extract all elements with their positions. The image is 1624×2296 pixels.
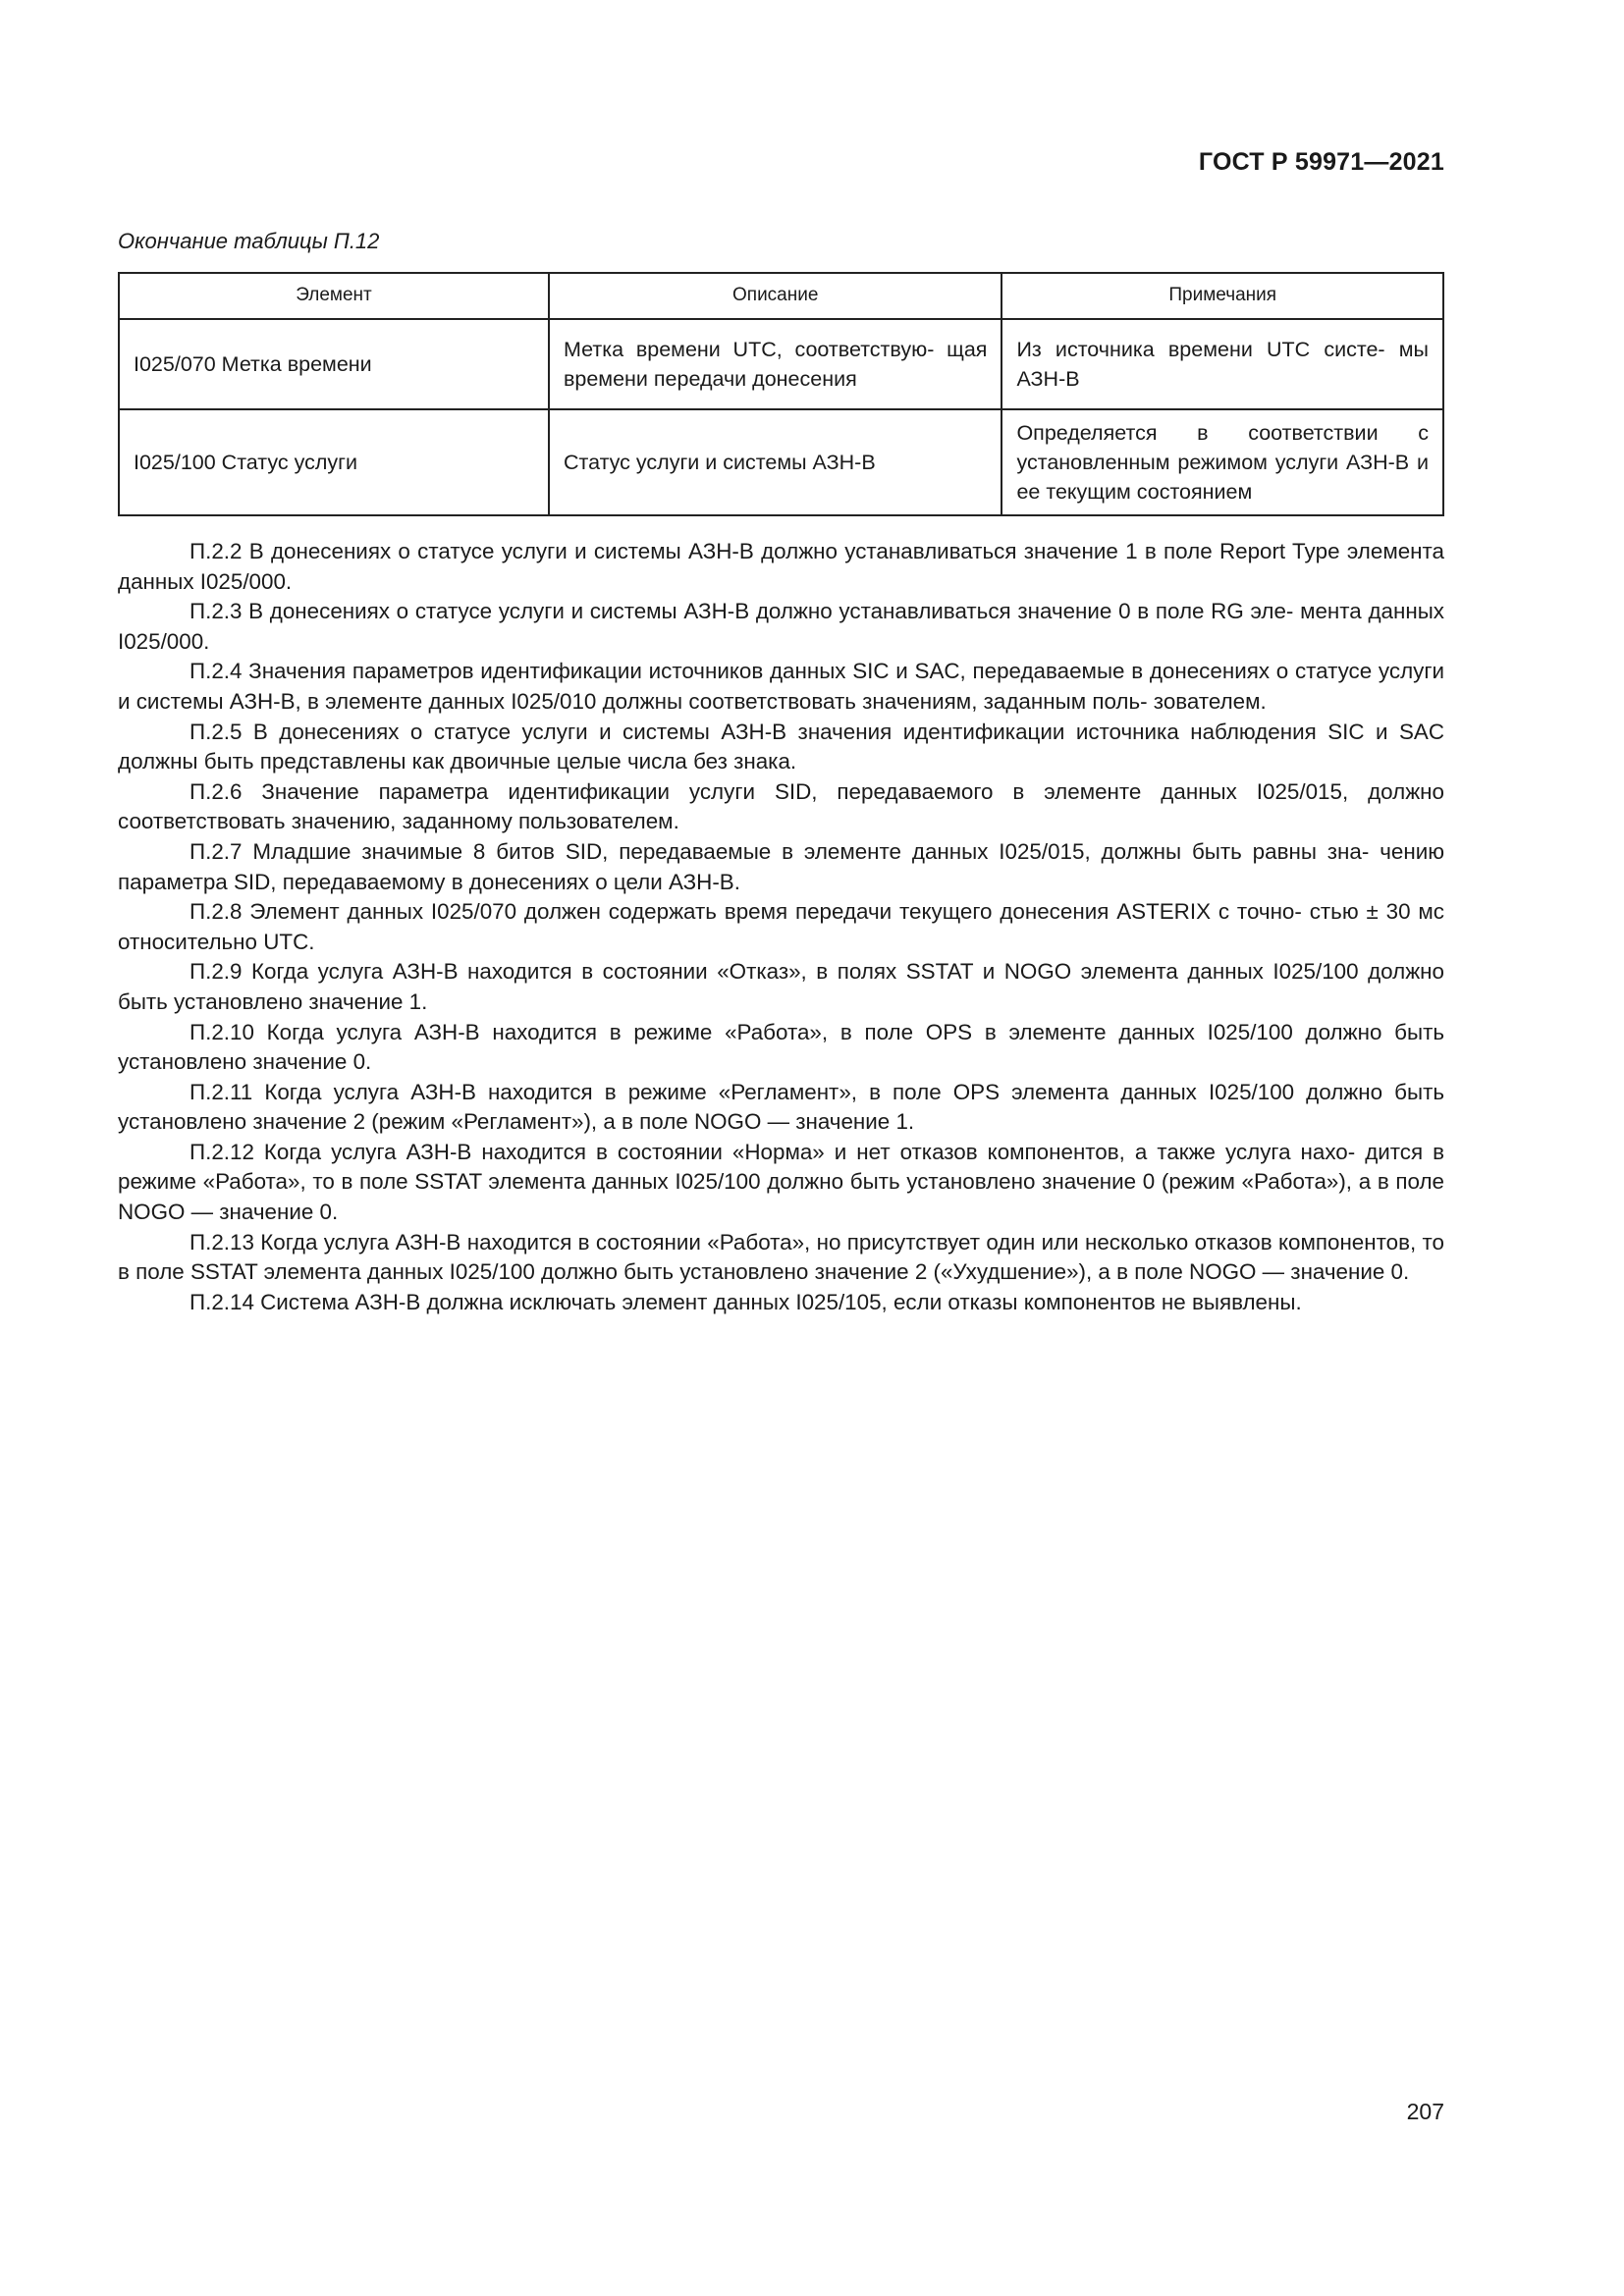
paragraph: П.2.8 Элемент данных I025/070 должен содержать время передачи текущего донесения ASTERIX с точно- стью ± 30 мс относительно UTC.	[118, 899, 1444, 954]
cell-element: I025/070 Метка времени	[119, 319, 549, 409]
paragraph: П.2.11 Когда услуга АЗН-В находится в режиме «Регламент», в поле OPS элемента данных I025/100 должно быть установлено значение 2 (режим «Регламент»), а в поле NOGO — значение 1.	[118, 1079, 1444, 1135]
cell-description: Метка времени UTC, соответствую- щая времени передачи донесения	[549, 319, 1001, 409]
paragraph: П.2.10 Когда услуга АЗН-В находится в режиме «Работа», в поле OPS в элементе данных I025/100 должно быть установлено значение 0.	[118, 1019, 1444, 1075]
cell-notes: Из источника времени UTC систе- мы АЗН-В	[1001, 319, 1443, 409]
column-header-description: Описание	[549, 273, 1001, 319]
paragraph: П.2.5 В донесениях о статусе услуги и системы АЗН-В значения идентификации источника наблюдения SIC и SAC должны быть представлены как двоичные целые числа без знака.	[118, 719, 1444, 774]
cell-notes: Определяется в соответствии с установленным режимом услуги АЗН-В и ее текущим состоянием	[1001, 409, 1443, 515]
body-text	[118, 537, 1444, 1317]
standard-number: ГОСТ Р 59971—2021	[1198, 148, 1444, 176]
cell-description: Статус услуги и системы АЗН-В	[549, 409, 1001, 515]
paragraph: П.2.6 Значение параметра идентификации услуги SID, передаваемого в элементе данных I025/015, должно соответствовать значению, заданному пользователем.	[118, 778, 1444, 834]
spec-table	[118, 272, 1444, 516]
table-row	[119, 319, 1443, 409]
table-caption: Окончание таблицы П.12	[118, 229, 380, 253]
paragraph: П.2.7 Младшие значимые 8 битов SID, передаваемые в элементе данных I025/015, должны быть равны зна- чению параметра SID, передаваемому в донесениях о цели АЗН-В.	[118, 838, 1444, 894]
cell-element: I025/100 Статус услуги	[119, 409, 549, 515]
paragraph: П.2.9 Когда услуга АЗН-В находится в состоянии «Отказ», в полях SSTAT и NOGO элемента данных I025/100 должно быть установлено значение 1.	[118, 959, 1444, 1014]
paragraph: П.2.13 Когда услуга АЗН-В находится в состоянии «Работа», но присутствует один или несколько отказов компонентов, то в поле SSTAT элемента данных I025/100 должно быть установлено значение 2 («Ухудшение»), а в поле NOGO — значение 0.	[118, 1229, 1444, 1285]
table-row	[119, 409, 1443, 515]
paragraph: П.2.4 Значения параметров идентификации источников данных SIC и SAC, передаваемые в донесениях о статусе услуги и системы АЗН-В, в элементе данных I025/010 должны соответствовать значениям, заданным поль- зователем.	[118, 659, 1444, 714]
page-number: 207	[1406, 2099, 1444, 2124]
paragraph: П.2.2 В донесениях о статусе услуги и системы АЗН-В должно устанавливаться значение 1 в поле Report Type элемента данных I025/000.	[118, 539, 1444, 594]
paragraph: П.2.14 Система АЗН-В должна исключать элемент данных I025/105, если отказы компонентов не выявлены.	[189, 1289, 1302, 1314]
paragraph: П.2.3 В донесениях о статусе услуги и системы АЗН-В должно устанавливаться значение 0 в поле RG эле- мента данных I025/000.	[118, 599, 1444, 654]
column-header-notes: Примечания	[1001, 273, 1443, 319]
paragraph: П.2.12 Когда услуга АЗН-В находится в состоянии «Норма» и нет отказов компонентов, а также услуга нахо- дится в режиме «Работа», то в поле SSTAT элемента данных I025/100 должно быть установлено значение 0 (режим «Работа»), а в поле NOGO — значение 0.	[118, 1139, 1444, 1225]
table-header-row	[119, 273, 1443, 319]
column-header-element: Элемент	[119, 273, 549, 319]
